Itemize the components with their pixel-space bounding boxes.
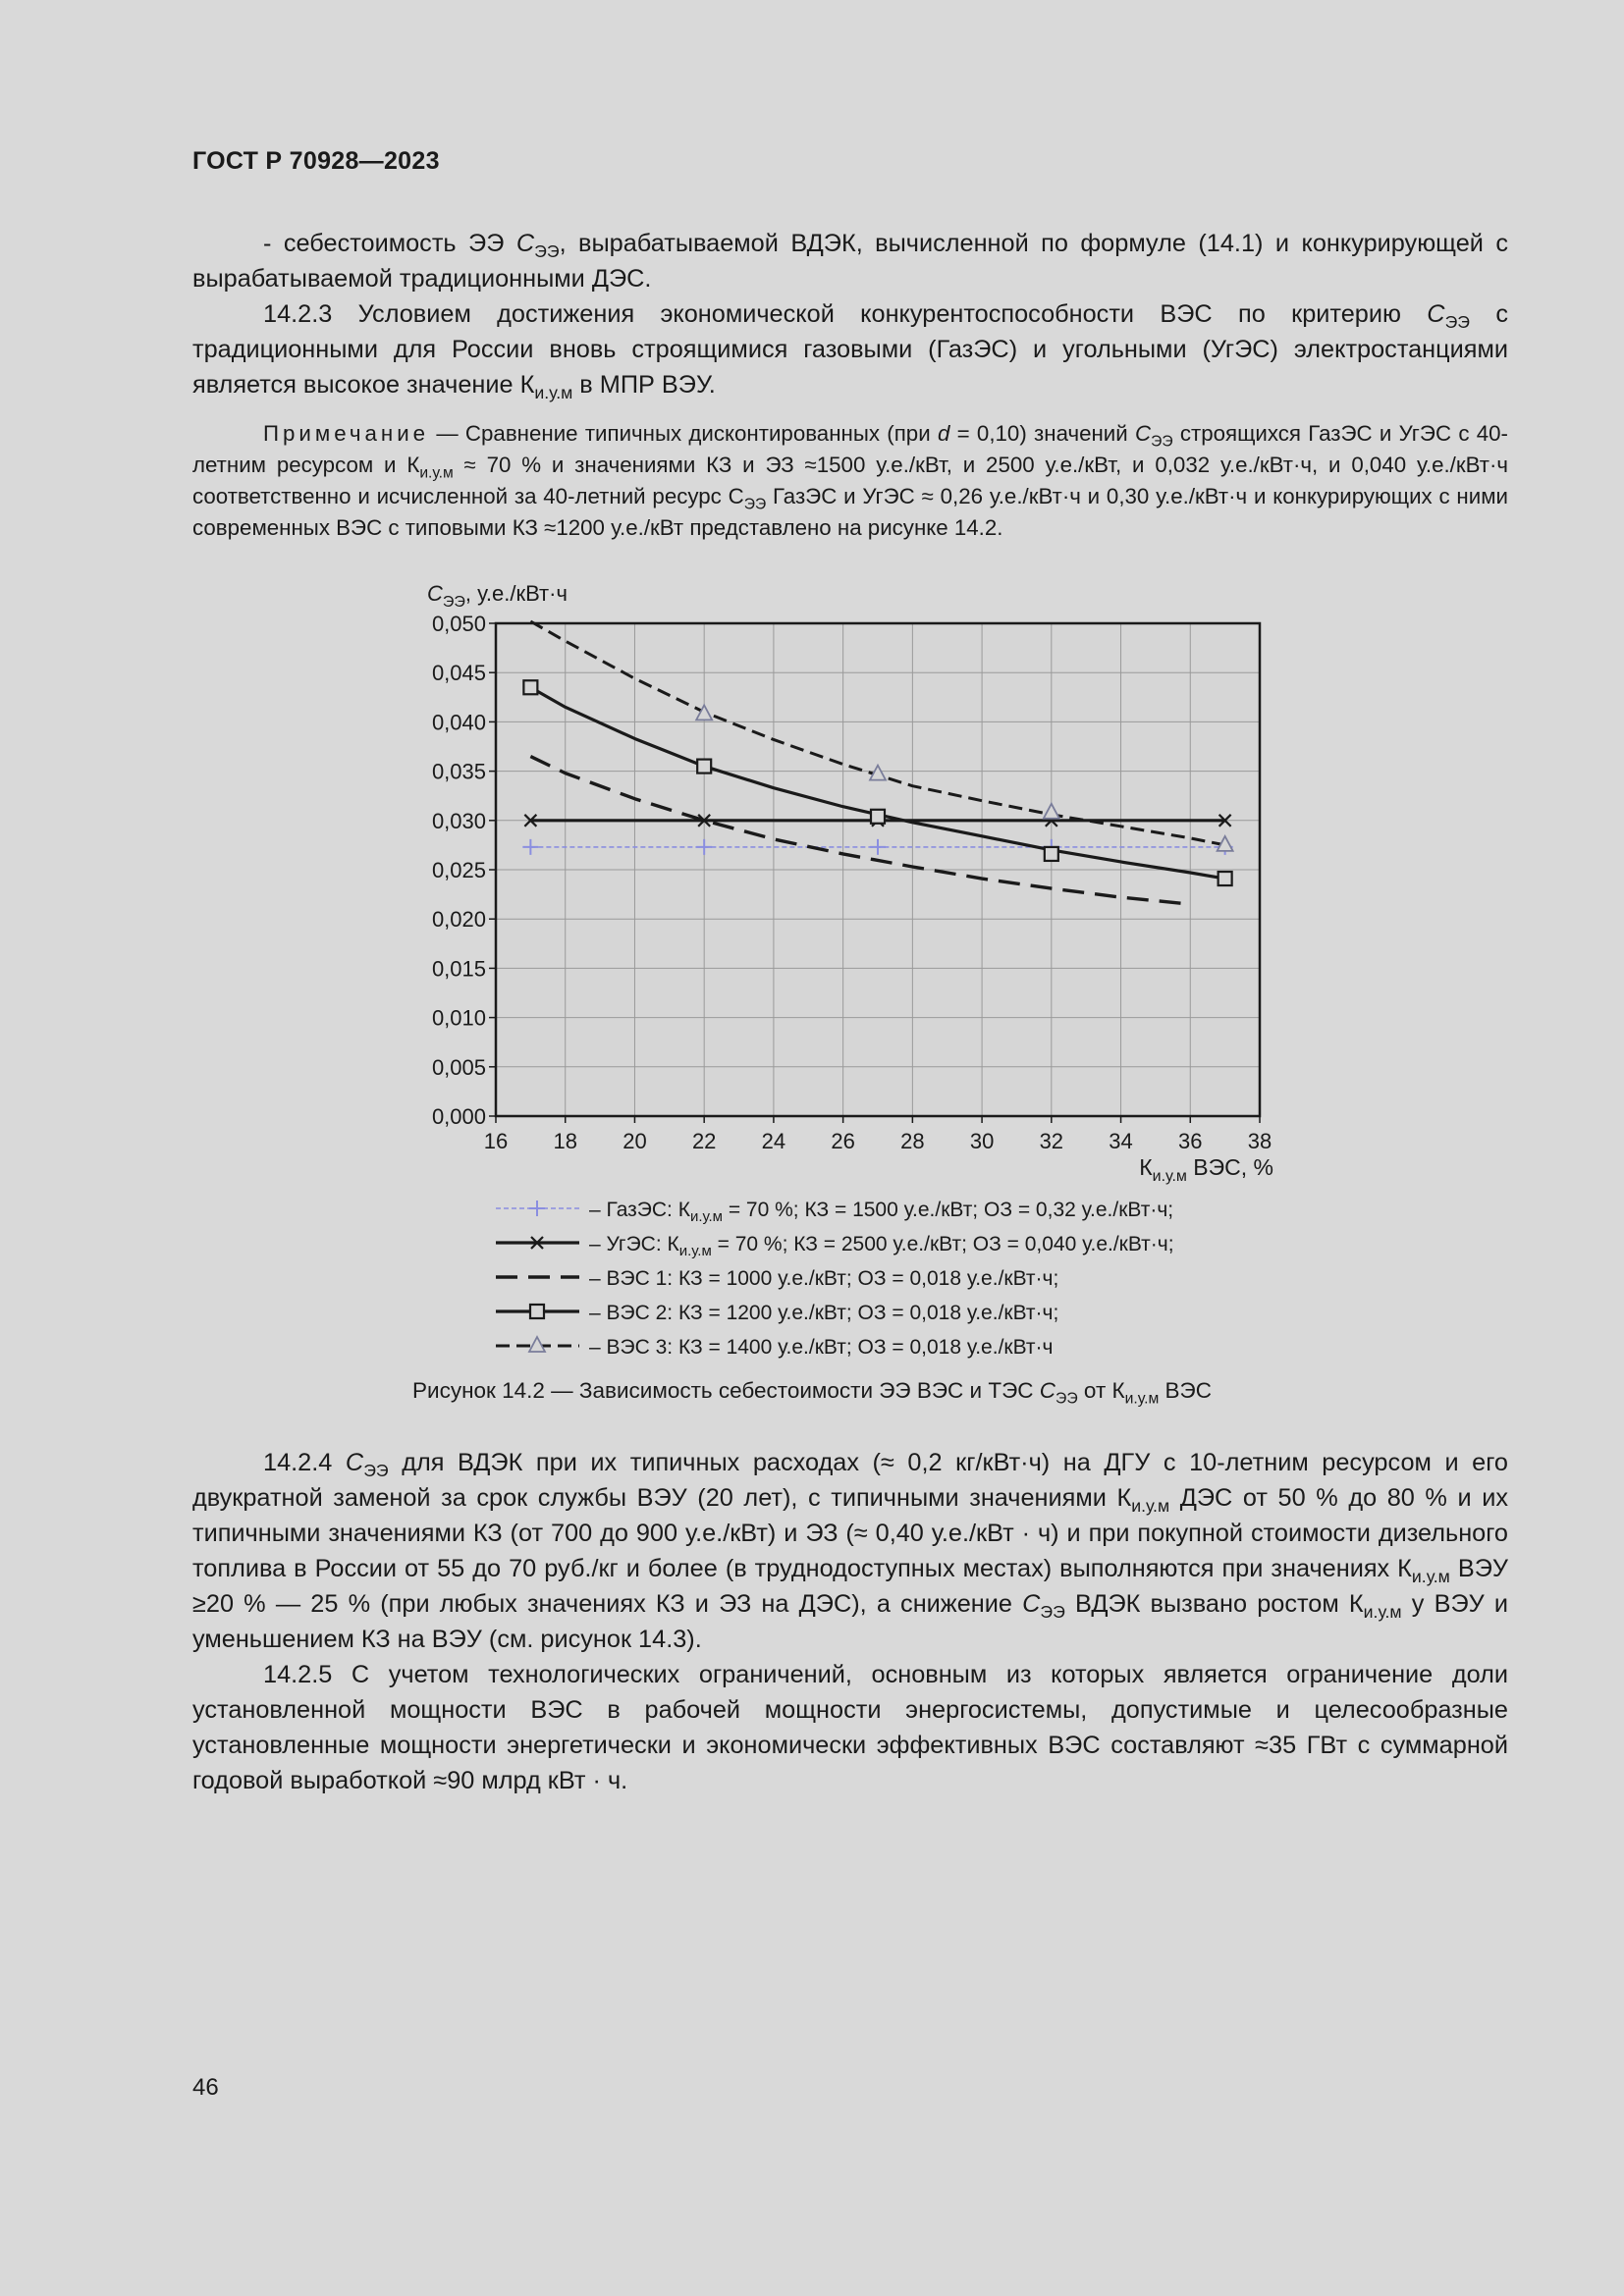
legend-marker-gaz [529,1201,545,1216]
legend-marker-ves2 [530,1305,544,1318]
series-marker-ves2 [871,810,885,824]
x-axis-label: $К_{и.у.м}$ ВЭС, % [1139,1154,1273,1185]
cost-chart [0,569,1624,1374]
x-tick-label: 36 [1178,1129,1203,1153]
figure-caption: Рисунок 14.2 — Зависимость себестоимости ЭЭ ВЭС и ТЭС $С_{ЭЭ}$ от $К_{и.у.м}$ ВЭС [412,1378,1212,1408]
legend-label-ves2: – ВЭС 2: КЗ = 1200 у.е./кВт; ОЗ = 0,018 у.е./кВт·ч; [589,1302,1059,1324]
x-tick-label: 20 [623,1129,647,1153]
series-marker-ves2 [1045,847,1058,861]
x-tick-label: 34 [1109,1129,1133,1153]
y-tick-label: 0,045 [431,661,486,686]
legend-label-gaz: – ГазЭС: $К_{и.у.м} = 70$ %; КЗ = 1500 у.е./кВт; ОЗ = 0,32 у.е./кВт·ч; [589,1199,1174,1225]
paragraph-14-2-3: 14.2.3 Условием достижения экономической конкурентоспособности ВЭС по критерию $С_{ЭЭ}$ с традиционными для России вновь строящимися газовыми (ГазЭС) и угольными (УгЭС) электростанциями является высокое значение $К_{и.у.м}$ в МПР ВЭУ. [192,300,1508,403]
y-tick-label: 0,025 [431,858,486,882]
note-label: Примечание [263,421,430,446]
legend-label-ves1: – ВЭС 1: КЗ = 1000 у.е./кВт; ОЗ = 0,018 у.е./кВт·ч; [589,1267,1059,1290]
figure-14-2 [0,569,1624,1423]
x-tick-label: 26 [831,1129,855,1153]
x-tick-label: 32 [1039,1129,1064,1153]
y-tick-label: 0,020 [431,907,486,933]
note-block [192,418,1508,544]
series-marker-ves2 [1218,872,1232,885]
legend-label-ug: – УгЭС: $К_{и.у.м} = 70$ %; КЗ = 2500 у.е./кВт; ОЗ = 0,040 у.е./кВт·ч; [589,1233,1174,1259]
y-tick-label: 0,000 [431,1104,486,1129]
x-tick-label: 28 [900,1129,925,1153]
series-marker-ves2 [697,760,711,774]
note-paragraph: Примечание — Сравнение типичных дисконтированных (при d = 0,10) значений $С_{ЭЭ}$ строящихся ГазЭС и УгЭС с 40-летним ресурсом и $К_{и.у.м} \approx 70$ % и значениями КЗ и ЭЗ ≈1500 у.е./кВт, и 2500 у.е./кВт, и 0,032 у.е./кВт·ч, и 0,040 у.е./кВт·ч соответственно и исчисленной за 40-летний ресурс $С_{ЭЭ}$ ГазЭС и УгЭС ≈ 0,26 у.е./кВт·ч и 0,30 у.е./кВт·ч и конкурирующих с ними современных ВЭС с типовыми КЗ ≈1200 у.е./кВт представлено на рисунке 14.2. [192,421,1508,540]
y-tick-label: 0,035 [431,759,486,784]
y-axis-label: $С_{ЭЭ}$, у.е./кВт·ч [427,581,568,611]
x-tick-label: 18 [553,1129,577,1153]
paragraph-block-bottom [192,1445,1508,1798]
y-tick-label: 0,030 [431,808,486,833]
x-tick-label: 38 [1247,1129,1272,1153]
legend-label-ves3: – ВЭС 3: КЗ = 1400 у.е./кВт; ОЗ = 0,018 у.е./кВт·ч [589,1336,1054,1359]
y-tick-label: 0,005 [431,1054,486,1080]
x-tick-label: 24 [761,1129,786,1153]
y-tick-label: 0,015 [431,956,486,982]
series-marker-ves2 [523,680,537,694]
x-tick-label: 22 [691,1129,717,1153]
paragraph-14-2-5: 14.2.5 С учетом технологических ограничений, основным из которых является ограничение доли установленной мощности ВЭС в рабочей мощности энергосистемы, допустимые и целесообразные установленные мощности энергетически и экономически эффективных ВЭС составляют ≈35 ГВт с суммарной годовой выработкой ≈90 млрд кВт · ч. [192,1661,1508,1794]
page-number: 46 [192,2074,219,2101]
paragraph-block-top [192,226,1508,402]
y-tick-label: 0,010 [431,1005,486,1031]
x-tick-label: 16 [483,1129,509,1153]
document-header: ГОСТ Р 70928—2023 [192,147,440,175]
y-tick-label: 0,040 [431,710,486,735]
paragraph-cost-definition: - себестоимость ЭЭ $С_{ЭЭ}$, вырабатываемой ВДЭК, вычисленной по формуле (14.1) и конкурирующей с вырабатываемой традиционными ДЭС. [192,230,1508,293]
y-tick-label: 0,050 [431,612,486,636]
paragraph-14-2-4: 14.2.4 $С_{ЭЭ}$ для ВДЭК при их типичных расходах (≈ 0,2 кг/кВт·ч) на ДГУ с 10-летним ресурсом и его двукратной заменой за срок службы ВЭУ (20 лет), с типичными значениями $К_{и.у.м}$ ДЭС от 50 % до 80 % и их типичными значениями КЗ (от 700 до 900 у.е./кВт) и ЭЗ (≈ 0,40 у.е./кВт · ч) и при покупной стоимости дизельного топлива в России от 55 до 70 руб./кг и более (в труднодоступных местах) выполняются при значениях $К_{и.у.м}$ ВЭУ ≥20 % — 25 % (при любых значениях КЗ и ЭЗ на ДЭС), а снижение $С_{ЭЭ}$ ВДЭК вызвано ростом $К_{и.у.м}$ у ВЭУ и уменьшением КЗ на ВЭУ (см. рисунок 14.3). [192,1449,1509,1653]
x-tick-label: 30 [969,1129,995,1153]
